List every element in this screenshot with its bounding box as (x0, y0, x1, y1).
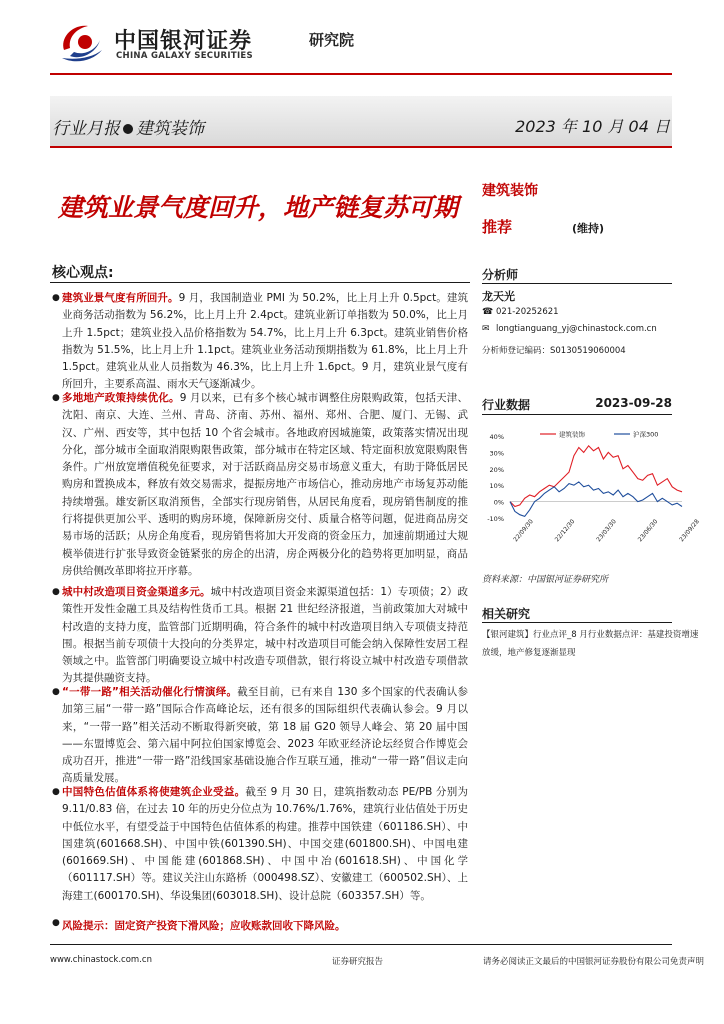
point-1-highlight: 建筑业景气度有所回升。 (62, 292, 179, 304)
footer-disclaimer: 请务必阅读正文最后的中国银河证券股份有限公司免责声明 (482, 957, 704, 967)
analyst-email[interactable] (482, 324, 657, 334)
report-date: 2023 年 10 月 04 日 (515, 117, 670, 136)
industry-performance-chart (482, 422, 701, 568)
bullet-icon: ● (52, 293, 60, 303)
logo-chinese-name: 中国银河证券 (114, 29, 253, 54)
bullet-icon: ● (52, 587, 60, 597)
x-tick-label: 22/09/30 (512, 518, 535, 544)
y-tick-label: 0% (493, 498, 504, 507)
market-heading-text: 行业数据 (482, 398, 531, 412)
point-construction-sentiment (52, 290, 469, 394)
core-points-heading: 核心观点: (52, 265, 114, 281)
point-2-highlight: 多地地产政策持续优化。 (62, 392, 180, 404)
related-report-link[interactable]: 【银河建筑】行业点评_8 月行业数据点评：基建投资增速放缓，地产修复逐渐显现 (482, 630, 699, 658)
y-tick-label: 10% (489, 482, 504, 491)
x-tick-label: 23/06/30 (636, 518, 660, 544)
point-2-text: 9 月以来，已有多个核心城市调整住房限购政策，包括天津、沈阳、南京、大连、兰州、青岛、济南、苏州、福州、郑州、合肥、厦门、无锡、武汉、广州、西安等，其中包括 10 个省会城市。各地政府因城施策，政策落实情况出现分化，部分城市全面取消限购限售政策，部分城市在特定区域、特定面积放宽限购限售条件。广州放宽增值税免征要求，对于活跃商品房交易市场意义重大，有助于降低居民购房和置换成本，释放有效交易需求，提振房地产市场信心，推动房地产市场复苏动能持续增强。雄安新区取消预售，全部实行现房销售，从居民角度看，现房销售制度的推行将提供更加公平、透明的购房环境，保障新房交付、质量合格等问题，促进商品房交易市场的活跃；从房企角度看，现房销售将加大开发商的资金压力，加速前期通过大规模举债进行扩张导致资金链紧张的房企的出清，房企两极分化的趋势将更加明显，商品房供给侧改革即将拉开序幕。 (62, 392, 468, 577)
report-industry: 建筑装饰 (136, 119, 204, 139)
y-tick-label: 40% (489, 433, 504, 441)
side-industry: 建筑装饰 (482, 183, 538, 199)
point-valuation (52, 784, 468, 905)
point-belt-road (52, 684, 468, 788)
analyst-heading: 分析师 (482, 268, 519, 282)
point-5-text: 截至 9 月 30 日，建筑指数动态 PE/PB 分别为 9.11/0.83 倍，在过去 10 年的历史分位点为 10.76%/1.76%，建筑行业估值处于历史中低位水平，有望受益于中国特色估值体系的构建。推荐中国铁建（601186.SH）、中国建筑(601668.SH)、中国中铁(601390.SH)、中国交建(601800.SH)、中国电建(601669.SH)、中国能建(601868.SH)、中国中冶(601618.SH)、中国化学（601117.SH）等。建议关注山东路桥（000498.SZ）、安徽建工（600502.SH）、上海建工(600170.SH)、华设集团(603018.SH)、设计总院（603357.SH）等。 (62, 786, 468, 902)
point-3-text: 城中村改造项目资金来源渠道包括：1）专项债；2）政策性开发性金融工具及结构性货币工具。根据 21 世纪经济报道，当前政策加大对城中村改造的支持力度，监管部门近期明确，符合条件的城中村改造项目纳入专项债支持范围。根据当前专项债十大投向的分类界定，城中村改造项目可能会纳入保障性安居工程领域之中。监管部门明确要设立城中村改造专项借款，银行将设立城中村改造专项借款为其提供融资支持。 (62, 586, 468, 685)
company-logo (56, 18, 355, 66)
analyst-divider (482, 283, 672, 284)
phone-text: 021-20252621 (496, 307, 559, 317)
point-4-text: 截至目前，已有来自 130 多个国家的代表确认参加第三届“一带一路”国际合作高峰论坛，还有很多的国际组织代表确认参会。9 月以来，“一带一路”相关活动不断取得新突破，第 18 届 G20 领导人峰会、第 20 届中国——东盟博览会、第六届中阿拉伯国家博览会、2023 年欧亚经济论坛经贸合作博览会成功召开，推进“一带一路”沿线国家基础设施合作互联互通，推动“一带一路”倡议走向高质量发展。 (62, 686, 468, 785)
bullet-icon: ● (52, 787, 60, 797)
email-icon: ✉ (482, 324, 490, 334)
rating-value: 推荐 (482, 218, 513, 236)
institute-label: 研究院 (309, 31, 355, 49)
related-divider (482, 622, 672, 623)
risk-warning (52, 918, 346, 933)
galaxy-logo-icon (56, 20, 106, 64)
legend-label: 建筑装饰 (559, 430, 585, 439)
x-tick-label: 23/03/30 (595, 518, 618, 544)
y-tick-label: 20% (489, 465, 504, 474)
analyst-phone (482, 307, 559, 317)
y-tick-label: -10% (487, 515, 504, 523)
series-line-construction (510, 446, 682, 507)
bullet-icon: ● (52, 918, 60, 928)
rating-note: (维持) (572, 222, 605, 235)
dot-icon (123, 124, 133, 134)
y-tick-label: 30% (489, 449, 504, 458)
footer-url[interactable]: www.chinastock.com.cn (50, 955, 152, 965)
point-4-highlight: “一带一路”相关活动催化行情演绎。 (62, 686, 238, 698)
report-category (52, 114, 204, 139)
chart-source: 资料来源：中国银河证券研究所 (482, 575, 609, 585)
phone-icon: ☎ (482, 307, 494, 317)
point-property-policy (52, 390, 468, 580)
point-urban-village (52, 584, 468, 688)
risk-text: 风险提示：固定资产投资下滑风险；应收账款回收下降风险。 (62, 920, 346, 932)
related-heading: 相关研究 (482, 607, 531, 621)
footer-divider (50, 944, 672, 945)
report-banner (50, 96, 672, 148)
x-tick-label: 23/09/28 (678, 518, 701, 544)
point-1-text: 9 月，我国制造业 PMI 为 50.2%，比上月上升 0.5pct。建筑业商务活动指数为 56.2%，比上月上升 2.4pct。建筑业新订单指数为 50.0%，比上月上升 1.5pct；建筑业投入品价格指数为 54.7%，比上月上升 6.3pct。建筑业销售价格指数为 51.5%，比上月上升 1.1pct。建筑业业务活动预期指数为 61.8%，比上月上升 1.5pct。建筑业从业人员指数为 46.3%，比上月上升 1.6pct。9 月，建筑业景气度有所回升，主要系高温、雨水天气逐渐减少。 (62, 292, 469, 391)
logo-english-name: CHINA GALAXY SECURITIES (116, 51, 253, 61)
analyst-license: 分析师登记编码：S0130519060004 (482, 346, 626, 356)
point-3-highlight: 城中村改造项目资金渠道多元。 (62, 586, 211, 598)
report-title: 建筑业景气度回升，地产链复苏可期 (58, 193, 459, 222)
core-divider (50, 282, 470, 283)
bullet-icon: ● (52, 393, 60, 403)
header-divider (50, 73, 672, 75)
chart-svg (482, 422, 701, 568)
legend-label: 沪深300 (633, 430, 659, 439)
market-data-heading (482, 396, 672, 413)
email-text[interactable]: longtianguang_yj@chinastock.com.cn (496, 324, 657, 334)
analyst-name: 龙天光 (482, 290, 515, 303)
bullet-icon: ● (52, 687, 60, 697)
market-date: 2023-09-28 (595, 396, 672, 410)
series-line-csi300 (510, 482, 682, 517)
market-divider (482, 414, 672, 415)
report-type: 行业月报 (52, 119, 120, 139)
footer-center: 证券研究报告 (332, 957, 384, 967)
point-5-highlight: 中国特色估值体系将使建筑企业受益。 (62, 786, 246, 798)
x-tick-label: 22/12/30 (553, 518, 577, 544)
